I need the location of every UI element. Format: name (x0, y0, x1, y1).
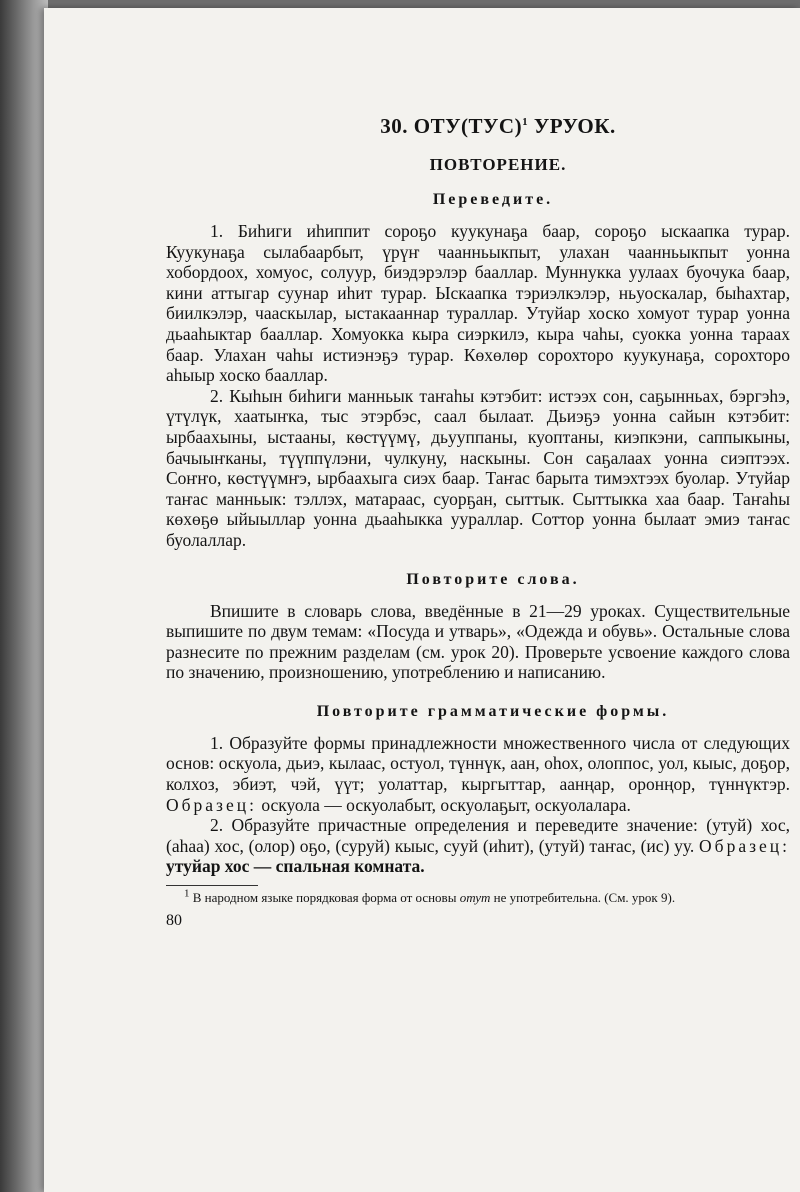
lesson-title-end: УРУОК. (528, 114, 616, 138)
book-binding-edge (0, 0, 48, 1192)
exercise-1-text: 1. Образуйте формы принадлежности множественного числа от следующих основ: оскуола, дьиэ, кылаас, остуол, түннүк, аан, оһох, олоппос, уол, кыыс, доҕор, колхоз, эбиэт, чэй, үүт; уолаттар, кыргыттар, аанңар, оронңор, түннүктэр. (166, 732, 790, 795)
grammar-exercise-1 (166, 733, 790, 815)
translate-paragraph-1: 1. Биһиги иһиппит сороҕо куукунаҕа баар, сороҕо ыскаапка турар. Куукунаҕа сылабаарбыт, үрүҥ чаанньыкпыт, улахан чаанньыкпыт уонна хобордоох, хомуос, солуур, биэдэрэлэр бааллар. Муннукка уулаах буочука баар, кини аттыгар суунар иһит турар. Ыскаапка тэриэлкэлэр, ньуоскалар, быһахтар, биилкэлэр, чааскылар, ыстакааннар тураллар. Утуйар хоско хомуот турар уонна дьааһыктар бааллар. Хомуокка кыра сиэркилэ, кыра чаһы, суокка уонна тараах баар. Улахан чаһы истиэнэҕэ турар. Көхөлөр сорохторо куукунаҕа, сорохторо аһыыр хоско бааллар. (166, 221, 790, 386)
exercise-2-sample-label: Образец: (699, 835, 791, 856)
lesson-title-main: 30. ОТУ(ТУС) (380, 114, 523, 138)
page-content (166, 114, 790, 930)
exercise-2-sample: утуйар хос — спальная комната. (166, 856, 425, 877)
lesson-title-footnote-mark: 1 (522, 116, 529, 128)
footnote (166, 889, 790, 906)
footnote-divider (166, 885, 258, 886)
grammar-exercise-2 (166, 815, 790, 877)
book-page (44, 8, 800, 1192)
footnote-text-before: В народном языке порядковая форма от основы (192, 890, 457, 906)
repeat-grammar-heading: Повторите грамматические формы. (316, 702, 670, 720)
exercise-2-text: 2. Образуйте причастные определения и переведите значение: (утуй) хос, (аһаа) хос, (олор) оҕо, (суруй) кыыс, сууй (иһит), (утуй) таҥас, (ис) уу. (166, 815, 790, 856)
exercise-1-sample-label: Образец: (166, 794, 257, 815)
repeat-words-paragraph: Впишите в словарь слова, введённые в 21—29 уроках. Существительные выпишите по двум темам: «Посуда и утварь», «Одежда и обувь». Остальные слова разнесите по прежним разделам (см. урок 20). Проверьте усвоение каждого слова по значению, произношению, употреблению и написанию. (166, 600, 790, 683)
exercise-1-sample: оскуола — оскуолабыт, оскуолаҕыт, оскуолалара. (261, 794, 631, 815)
translate-heading: Переведите. (432, 191, 554, 208)
lesson-title (206, 114, 790, 139)
footnote-text-after: не употребительна. (См. урок 9). (493, 890, 676, 906)
footnote-italic-word: отут (459, 890, 491, 906)
page-number: 80 (166, 912, 182, 930)
translate-paragraph-2: 2. Кыһын биһиги манньык таҥаһы кэтэбит: истээх сон, саҕынньах, бэргэһэ, үтүлүк, хаатыҥка, тыс этэрбэс, саал былаат. Дьиэҕэ уонна сайын кэтэбит: ырбаахыны, ыстааны, көстүүмү, дьууппаны, куоптаны, киэпкэни, саппыкыны, бачыыҥканы, түүппүлэни, чулкуну, наскыны. Сон саҕалаах уонна сиэптээх. Соҥҥо, көстүүмҥэ, ырбаахыга сиэх баар. Таҥас барыта тимэхтээх буолар. Утуйар таҥас манньык: тэллэх, матараас, суорҕан, сыттык. Сыттыкка хаа баар. Таҥаһы көхөҕө ыйыыллар уонна дьааһыкка уураллар. Соттор уонна былаат эмиэ таҥас буолаллар. (166, 385, 790, 550)
footnote-mark: 1 (184, 887, 190, 900)
lesson-subtitle: ПОВТОРЕНИЕ. (429, 155, 567, 174)
repeat-words-heading: Повторите слова. (406, 570, 580, 588)
